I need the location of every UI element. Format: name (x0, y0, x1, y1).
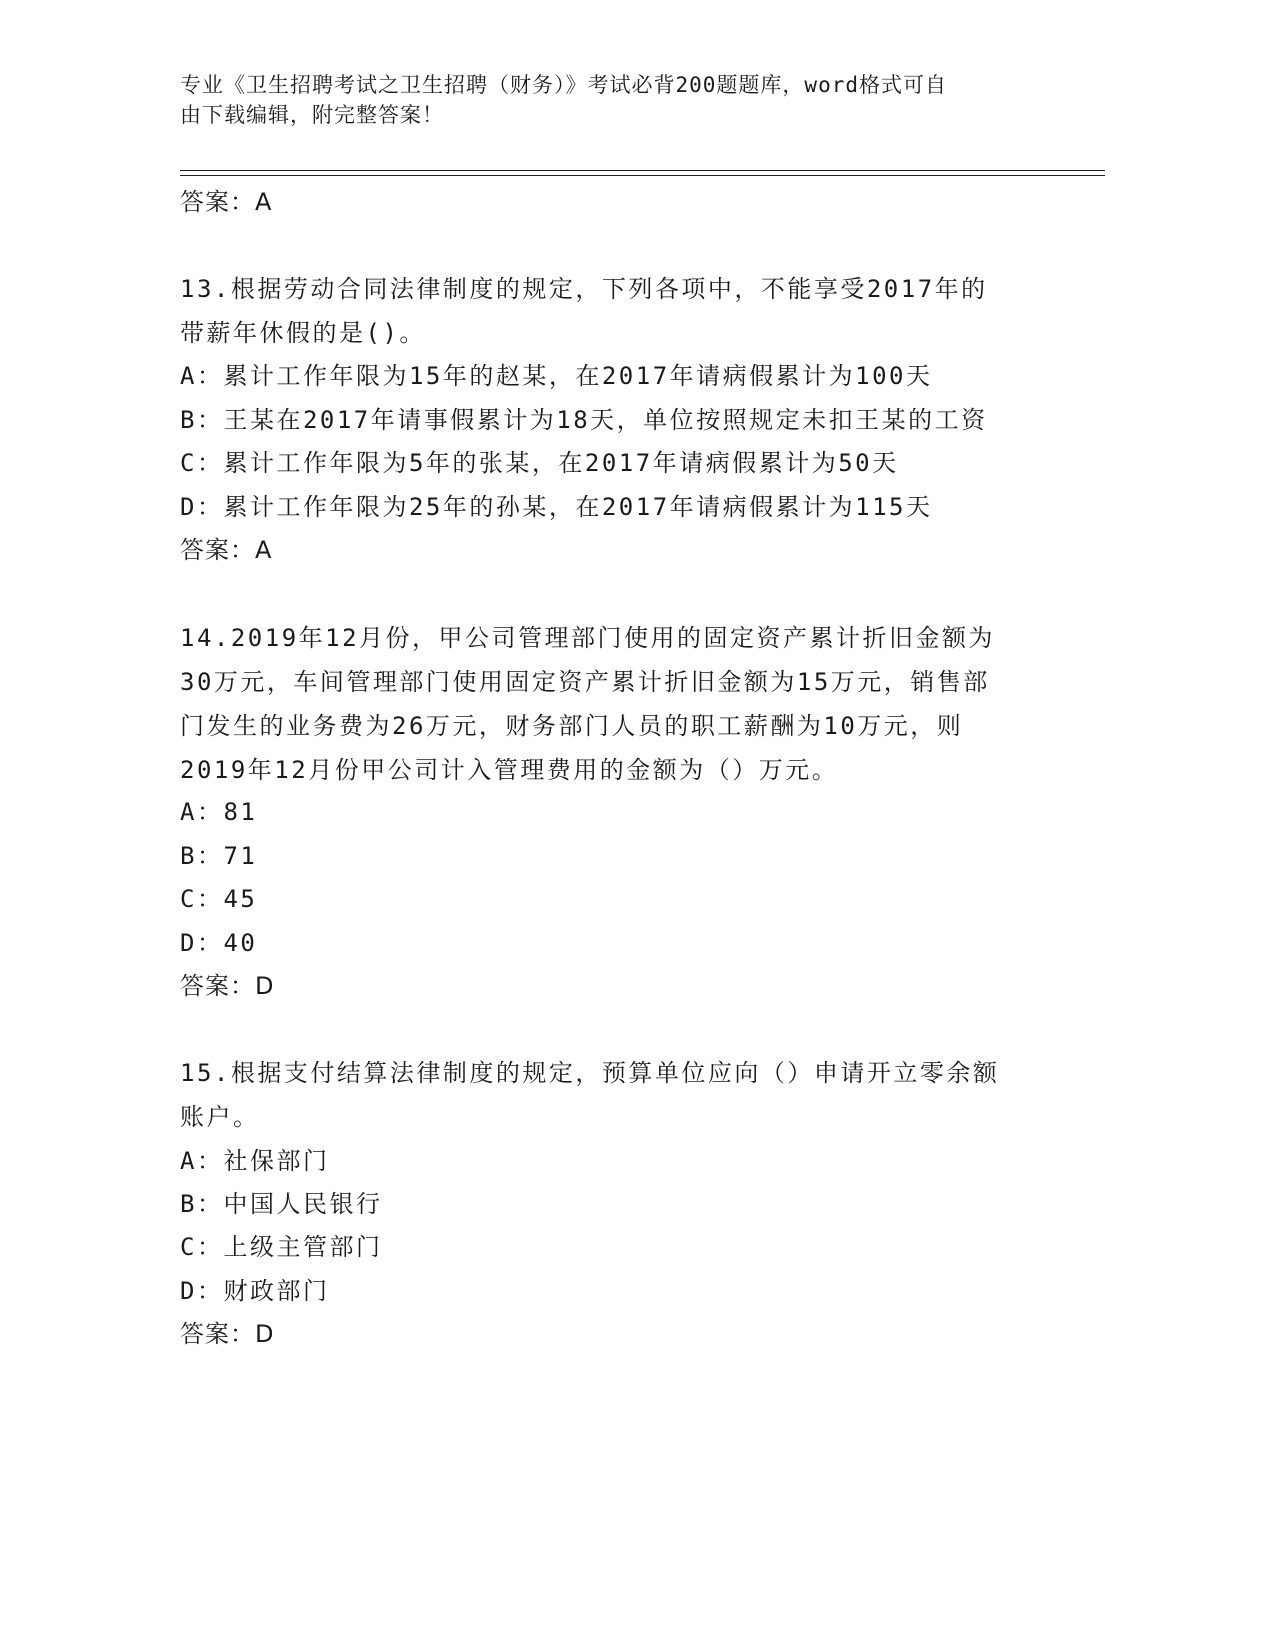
question-14-option-b: B：71 (180, 842, 258, 870)
question-13-option-d: D：累计工作年限为25年的孙某，在2017年请病假累计为115天 (180, 493, 933, 521)
stem-line: 账户。 (180, 1103, 260, 1131)
header-divider-top (180, 170, 1105, 171)
question-15-option-d: D：财政部门 (180, 1277, 330, 1305)
question-14-option-c: C：45 (180, 885, 258, 913)
stem-line: 14.2019年12月份，甲公司管理部门使用的固定资产累计折旧金额为 (180, 624, 996, 652)
stem-line: 15.根据支付结算法律制度的规定，预算单位应向（）申请开立零余额 (180, 1059, 1000, 1087)
question-14-option-a: A：81 (180, 798, 258, 826)
question-14-stem (180, 616, 1040, 792)
document-header (180, 70, 1030, 130)
question-15-option-c: C：上级主管部门 (180, 1233, 383, 1261)
question-14-answer: 答案：D (180, 972, 275, 1000)
question-15-stem (180, 1051, 1040, 1139)
stem-line: 门发生的业务费为26万元，财务部门人员的职工薪酬为10万元，则 (180, 712, 964, 740)
stem-line: 带薪年休假的是()。 (180, 319, 426, 347)
header-line-1: 专业《卫生招聘考试之卫生招聘（财务）》考试必背200题题库，word格式可自 (180, 73, 947, 97)
stem-line: 2019年12月份甲公司计入管理费用的金额为（）万元。 (180, 756, 839, 784)
question-13-stem (180, 267, 1040, 355)
question-13-answer: 答案：A (180, 536, 273, 564)
question-15-option-b: B：中国人民银行 (180, 1190, 383, 1218)
header-line-2: 由下载编辑，附完整答案！ (180, 103, 444, 127)
question-14-option-d: D：40 (180, 929, 258, 957)
header-divider-bottom (180, 175, 1105, 176)
question-13-option-a: A：累计工作年限为15年的赵某，在2017年请病假累计为100天 (180, 362, 933, 390)
question-15-answer: 答案：D (180, 1320, 275, 1348)
previous-answer: 答案：A (180, 188, 273, 216)
question-13-option-b: B：王某在2017年请事假累计为18天，单位按照规定未扣王某的工资 (180, 406, 988, 434)
stem-line: 13.根据劳动合同法律制度的规定，下列各项中，不能享受2017年的 (180, 275, 988, 303)
question-13-option-c: C：累计工作年限为5年的张某，在2017年请病假累计为50天 (180, 449, 899, 477)
stem-line: 30万元，车间管理部门使用固定资产累计折旧金额为15万元，销售部 (180, 668, 990, 696)
question-15-option-a: A：社保部门 (180, 1147, 330, 1175)
